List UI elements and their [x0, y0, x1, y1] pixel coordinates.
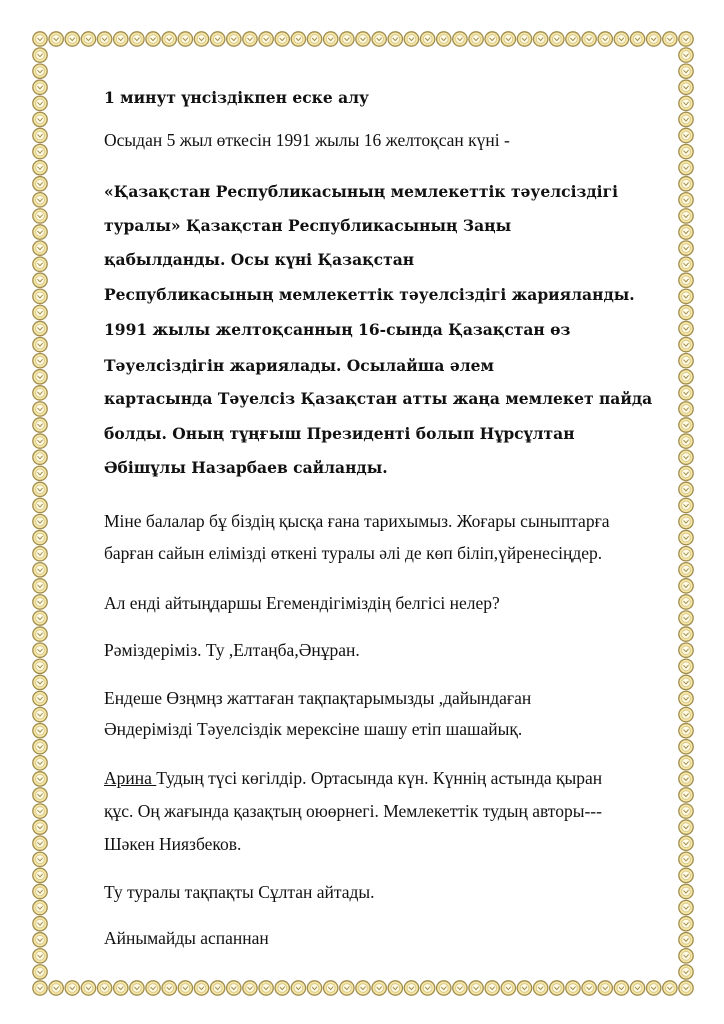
clock-ring-icon [324, 32, 338, 46]
clock-ring-icon [210, 981, 224, 995]
clock-ring-icon [679, 273, 693, 287]
clock-ring-icon [33, 627, 47, 641]
clock-ring-icon [679, 514, 693, 528]
clock-ring-icon [679, 611, 693, 625]
clock-ring-icon [324, 981, 338, 995]
clock-ring-icon [501, 981, 515, 995]
clock-ring-icon [679, 418, 693, 432]
clock-ring-icon [420, 32, 434, 46]
clock-ring-icon [33, 916, 47, 930]
clock-ring-icon [679, 707, 693, 721]
clock-ring-icon [372, 32, 386, 46]
clock-ring-icon [679, 868, 693, 882]
clock-ring-icon [33, 48, 47, 62]
clock-ring-icon [65, 32, 79, 46]
clock-ring-icon [33, 530, 47, 544]
clock-ring-icon [33, 820, 47, 834]
clock-ring-icon [356, 981, 370, 995]
clock-ring-icon [663, 32, 677, 46]
clock-ring-icon [33, 177, 47, 191]
clock-ring-icon [614, 981, 628, 995]
clock-ring-icon [146, 981, 160, 995]
clock-ring-icon [679, 788, 693, 802]
clock-ring-icon [679, 402, 693, 416]
clock-ring-icon [114, 32, 128, 46]
clock-ring-icon [388, 981, 402, 995]
clock-ring-icon [33, 209, 47, 223]
clock-ring-icon [33, 466, 47, 480]
clock-ring-icon [485, 32, 499, 46]
clock-ring-icon [227, 981, 241, 995]
clock-ring-icon [679, 209, 693, 223]
clock-ring-icon [33, 691, 47, 705]
clock-ring-icon [404, 981, 418, 995]
clock-ring-icon [647, 981, 661, 995]
clock-ring-icon [340, 32, 354, 46]
clock-ring-icon [33, 305, 47, 319]
clock-ring-icon [679, 723, 693, 737]
para1-line-1: Міне балалар бұ біздің қысқа ғана тарихымыз. Жоғары сыныптарға [104, 511, 610, 531]
clock-ring-icon [388, 32, 402, 46]
clock-ring-icon [33, 852, 47, 866]
clock-ring-icon [679, 353, 693, 367]
bold-line-9: Әбішұлы Назарбаев сайланды. [104, 458, 388, 477]
clock-ring-icon [33, 128, 47, 142]
clock-ring-icon [33, 595, 47, 609]
clock-ring-icon [33, 32, 47, 46]
para1-line-2: барған сайын елімізді өткені туралы әлі де көп біліп,үйренесіңдер. [104, 543, 603, 563]
bold-line-1: «Қазақстан Республикасының мемлекеттік тәуелсіздігі [104, 182, 618, 201]
clock-ring-icon [679, 32, 693, 46]
clock-ring-icon [679, 852, 693, 866]
clock-ring-icon [275, 32, 289, 46]
clock-ring-icon [33, 804, 47, 818]
clock-ring-icon [679, 64, 693, 78]
clock-ring-icon [33, 675, 47, 689]
clock-ring-icon [679, 547, 693, 561]
clock-ring-icon [33, 257, 47, 271]
clock-ring-icon [679, 675, 693, 689]
clock-ring-icon [227, 32, 241, 46]
clock-ring-icon [33, 579, 47, 593]
clock-ring-icon [33, 337, 47, 351]
clock-ring-icon [679, 933, 693, 947]
bold-line-2: туралы» Қазақстан Республикасының Заңы [104, 216, 512, 235]
clock-ring-icon [291, 981, 305, 995]
clock-ring-icon [33, 96, 47, 110]
clock-ring-icon [33, 949, 47, 963]
clock-ring-icon [630, 32, 644, 46]
clock-ring-icon [33, 418, 47, 432]
clock-ring-icon [33, 514, 47, 528]
clock-ring-icon [33, 981, 47, 995]
clock-ring-icon [49, 32, 63, 46]
intro-line: Осыдан 5 жыл өткесін 1991 жылы 16 желтоқсан күні - [104, 130, 510, 150]
clock-ring-icon [679, 48, 693, 62]
clock-ring-icon [679, 482, 693, 496]
clock-ring-icon [679, 160, 693, 174]
clock-ring-icon [33, 868, 47, 882]
clock-ring-icon [81, 32, 95, 46]
clock-ring-icon [33, 321, 47, 335]
bold-line-5: 1991 жылы желтоқсанның 16-сында Қазақстан өз [104, 320, 571, 339]
clock-ring-icon [679, 756, 693, 770]
heading: 1 минут үнсіздікпен еске алу [104, 88, 369, 107]
clock-ring-icon [679, 305, 693, 319]
clock-ring-icon [679, 965, 693, 979]
clock-ring-icon [485, 981, 499, 995]
clock-ring-icon [679, 900, 693, 914]
arina-line-2: құс. Оң жағында қазақтың оюөрнегі. Мемлекеттік тудың авторы--- [104, 801, 602, 821]
clock-ring-icon [162, 981, 176, 995]
clock-ring-icon [679, 112, 693, 126]
clock-ring-icon [679, 563, 693, 577]
arina-line-1 [104, 768, 602, 789]
clock-ring-icon [404, 32, 418, 46]
clock-ring-icon [33, 402, 47, 416]
clock-ring-icon [33, 225, 47, 239]
clock-ring-icon [33, 241, 47, 255]
clock-ring-icon [33, 144, 47, 158]
clock-ring-icon [679, 96, 693, 110]
clock-ring-icon [614, 32, 628, 46]
sultan-line: Ту туралы тақпақты Сұлтан айтады. [104, 882, 375, 902]
clock-ring-icon [582, 32, 596, 46]
clock-ring-icon [679, 772, 693, 786]
speaker-name-arina: Арина [104, 768, 157, 788]
clock-ring-icon [97, 981, 111, 995]
clock-ring-icon [679, 916, 693, 930]
clock-ring-icon [566, 981, 580, 995]
clock-ring-icon [679, 949, 693, 963]
clock-ring-icon [420, 981, 434, 995]
clock-ring-icon [679, 579, 693, 593]
clock-ring-icon [33, 756, 47, 770]
clock-ring-icon [33, 273, 47, 287]
clock-ring-icon [243, 981, 257, 995]
clock-ring-icon [33, 353, 47, 367]
clock-ring-icon [33, 112, 47, 126]
clock-ring-icon [679, 981, 693, 995]
clock-ring-icon [679, 289, 693, 303]
clock-ring-icon [33, 563, 47, 577]
bold-line-4: Республикасының мемлекеттік тәуелсіздігі жарияланды. [104, 285, 635, 304]
clock-ring-icon [33, 740, 47, 754]
bold-line-6: Тәуелсіздігін жариялады. Осылайша әлем [104, 356, 494, 375]
clock-ring-icon [679, 434, 693, 448]
clock-ring-icon [259, 981, 273, 995]
clock-ring-icon [679, 450, 693, 464]
clock-ring-icon [663, 981, 677, 995]
clock-ring-icon [33, 289, 47, 303]
clock-ring-icon [679, 257, 693, 271]
clock-ring-icon [437, 32, 451, 46]
clock-ring-icon [130, 981, 144, 995]
clock-ring-icon [33, 64, 47, 78]
clock-ring-icon [194, 32, 208, 46]
clock-ring-icon [533, 981, 547, 995]
clock-ring-icon [356, 32, 370, 46]
question-line: Ал енді айтыңдаршы Егемендігіміздің белгісі нелер? [104, 593, 500, 613]
clock-ring-icon [679, 659, 693, 673]
clock-ring-icon [679, 466, 693, 480]
clock-ring-icon [33, 836, 47, 850]
clock-ring-icon [630, 981, 644, 995]
clock-ring-icon [33, 498, 47, 512]
para2-line-2: Әндерімізді Тәуелсіздік мерексіне шашу етіп шашайық. [104, 719, 523, 739]
poem-first-line: Айнымайды аспаннан [104, 928, 269, 948]
clock-ring-icon [469, 32, 483, 46]
clock-ring-icon [33, 434, 47, 448]
clock-ring-icon [550, 32, 564, 46]
clock-ring-icon [33, 80, 47, 94]
clock-ring-icon [679, 530, 693, 544]
clock-ring-icon [210, 32, 224, 46]
clock-ring-icon [307, 32, 321, 46]
clock-ring-icon [114, 981, 128, 995]
clock-ring-icon [33, 547, 47, 561]
clock-ring-icon [679, 128, 693, 142]
clock-ring-icon [130, 32, 144, 46]
clock-ring-icon [33, 884, 47, 898]
clock-ring-icon [259, 32, 273, 46]
clock-ring-icon [275, 981, 289, 995]
clock-ring-icon [33, 933, 47, 947]
clock-ring-icon [679, 144, 693, 158]
clock-ring-icon [33, 611, 47, 625]
clock-ring-icon [33, 193, 47, 207]
clock-ring-icon [679, 884, 693, 898]
clock-ring-icon [679, 193, 693, 207]
clock-ring-icon [65, 981, 79, 995]
clock-ring-icon [469, 981, 483, 995]
clock-ring-icon [33, 707, 47, 721]
bold-line-3: қабылданды. Осы күні Қазақстан [104, 250, 415, 269]
clock-ring-icon [517, 32, 531, 46]
clock-ring-icon [679, 241, 693, 255]
para2-line-1: Ендеше Өзңмңз жаттаған тақпақтарымызды ,дайындаған [104, 688, 532, 708]
clock-ring-icon [81, 981, 95, 995]
clock-ring-icon [582, 981, 596, 995]
clock-ring-icon [162, 32, 176, 46]
clock-ring-icon [33, 659, 47, 673]
clock-ring-icon [679, 691, 693, 705]
clock-ring-icon [679, 370, 693, 384]
clock-ring-icon [679, 804, 693, 818]
clock-ring-icon [33, 900, 47, 914]
clock-ring-icon [598, 981, 612, 995]
clock-ring-icon [372, 981, 386, 995]
clock-ring-icon [291, 32, 305, 46]
clock-ring-icon [679, 836, 693, 850]
clock-ring-icon [33, 965, 47, 979]
clock-ring-icon [679, 498, 693, 512]
bold-line-8: болды. Оның тұңғыш Президенті болып Нұрсұлтан [104, 424, 575, 443]
clock-ring-icon [679, 627, 693, 641]
clock-ring-icon [501, 32, 515, 46]
clock-ring-icon [679, 80, 693, 94]
clock-ring-icon [566, 32, 580, 46]
clock-ring-icon [679, 225, 693, 239]
clock-ring-icon [679, 643, 693, 657]
clock-ring-icon [679, 740, 693, 754]
clock-ring-icon [437, 981, 451, 995]
clock-ring-icon [679, 177, 693, 191]
clock-ring-icon [647, 32, 661, 46]
symbols-line: Рәміздеріміз. Ту ,Елтаңба,Әнұран. [104, 640, 360, 660]
clock-ring-icon [33, 160, 47, 174]
clock-ring-icon [307, 981, 321, 995]
clock-ring-icon [33, 482, 47, 496]
clock-ring-icon [33, 788, 47, 802]
clock-ring-icon [453, 32, 467, 46]
clock-ring-icon [517, 981, 531, 995]
clock-ring-icon [243, 32, 257, 46]
clock-ring-icon [146, 32, 160, 46]
clock-ring-icon [453, 981, 467, 995]
arina-line-1-text: Тудың түсі көгілдір. Ортасында күн. Күннің астында қыран [156, 768, 603, 788]
clock-ring-icon [598, 32, 612, 46]
clock-ring-icon [679, 386, 693, 400]
clock-ring-icon [33, 370, 47, 384]
arina-line-3: Шәкен Ниязбеков. [104, 834, 242, 854]
clock-ring-icon [33, 772, 47, 786]
clock-ring-icon [33, 386, 47, 400]
clock-ring-icon [679, 321, 693, 335]
clock-ring-icon [533, 32, 547, 46]
clock-ring-icon [194, 981, 208, 995]
clock-ring-icon [33, 643, 47, 657]
clock-ring-icon [679, 595, 693, 609]
clock-ring-icon [178, 981, 192, 995]
clock-ring-icon [178, 32, 192, 46]
bold-line-7: картасында Тәуелсіз Қазақстан атты жаңа мемлекет пайда [104, 389, 653, 408]
clock-ring-icon [340, 981, 354, 995]
clock-ring-icon [550, 981, 564, 995]
clock-ring-icon [97, 32, 111, 46]
clock-ring-icon [679, 337, 693, 351]
clock-ring-icon [49, 981, 63, 995]
clock-ring-icon [679, 820, 693, 834]
clock-ring-icon [33, 723, 47, 737]
clock-ring-icon [33, 450, 47, 464]
